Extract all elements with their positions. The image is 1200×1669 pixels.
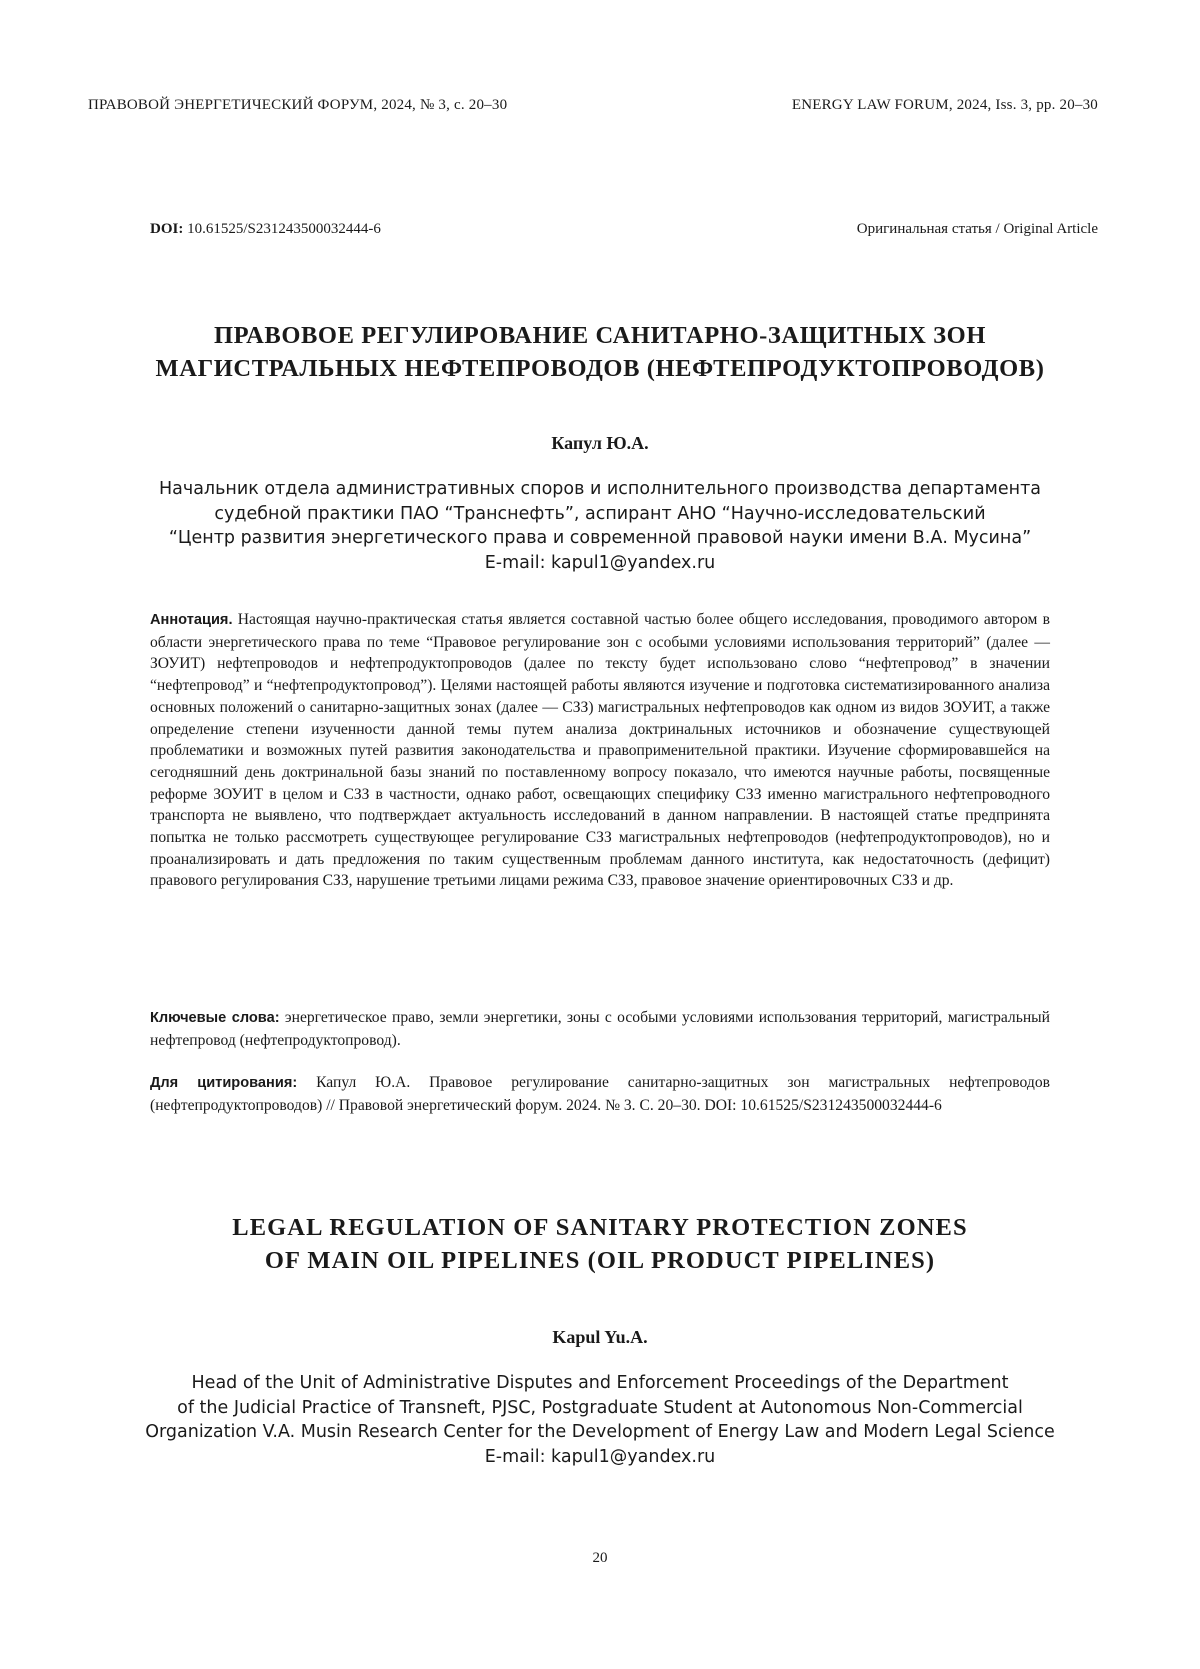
doi-value[interactable]: 10.61525/S231243500032444-6 [187, 221, 381, 237]
affiliation-ru-line: “Центр развития энергетического права и современной правовой науки имени В.А. Мусина” [168, 528, 1032, 548]
author-ru: Капул Ю.А. [551, 433, 649, 453]
title-ru-line: МАГИСТРАЛЬНЫХ НЕФТЕПРОВОДОВ (НЕФТЕПРОДУКТОПРОВОДОВ) [155, 355, 1045, 382]
title-ru-line: ПРАВОВОЕ РЕГУЛИРОВАНИЕ САНИТАРНО-ЗАЩИТНЫХ ЗОН [214, 322, 986, 349]
article-type: Оригинальная статья / Original Article [856, 221, 1098, 237]
citation-label: Для цитирования: [150, 1075, 298, 1091]
keywords-label: Ключевые слова: [150, 1010, 280, 1026]
affiliation-en-line: of the Judicial Practice of Transneft, PJSC, Postgraduate Student at Autonomous Non-Commercial [177, 1397, 1023, 1418]
affiliation-en [110, 1371, 1090, 1469]
title-en-line: LEGAL REGULATION OF SANITARY PROTECTION ZONES [232, 1214, 968, 1241]
abstract-label: Аннотация. [150, 612, 233, 628]
affiliation-ru-line: Начальник отдела административных споров и исполнительного производства департамента [158, 479, 1042, 499]
affiliation-en-line: Head of the Unit of Administrative Disputes and Enforcement Proceedings of the Department [191, 1373, 1009, 1393]
abstract [150, 609, 1050, 892]
title-ru [60, 319, 1140, 385]
citation-text: Капул Ю.А. Правовое регулирование санитарно-защитных зон магистральных нефтепроводов (нефтепродуктопроводов) // Правовой энергетический форум. 2024. № 3. С. 20–30. DOI: 10.61525/S231243500032444-6 [150, 1074, 1050, 1114]
page-number: 20 [592, 1550, 608, 1566]
email-en[interactable]: E-mail: kapul1@yandex.ru [484, 1446, 716, 1467]
citation [150, 1072, 1050, 1116]
author-en: Kapul Yu.A. [552, 1327, 648, 1347]
affiliation-ru [110, 477, 1090, 575]
affiliation-ru-line: судебной практики ПАО “Транснефть”, аспирант АНО “Научно-исследовательский [214, 503, 986, 524]
title-en [60, 1211, 1140, 1277]
title-en-line: OF MAIN OIL PIPELINES (OIL PRODUCT PIPELINES) [264, 1247, 936, 1274]
doi-line [150, 221, 381, 238]
affiliation-en-line: Organization V.A. Musin Research Center for the Development of Energy Law and Modern Legal Science [145, 1422, 1055, 1442]
email-ru[interactable]: E-mail: kapul1@yandex.ru [484, 552, 716, 573]
doi-label: DOI: [150, 221, 184, 237]
running-head-en: ENERGY LAW FORUM, 2024, Iss. 3, pp. 20–30 [791, 97, 1098, 113]
abstract-text: Настоящая научно-практическая статья является составной частью более общего исследования, проводимого автором в области энергетического права по теме “Правовое регулирование зон с особыми условиями использования территорий” (далее — ЗОУИТ) нефтепроводов и нефтепродуктопроводов (далее по тексту будет использовано слово “нефтепровод” в значении “нефтепровод” и “нефтепродуктопровод”). Целями настоящей работы являются изучение и подготовка систематизированного анализа основных положений о санитарно-защитных зонах (далее — СЗЗ) магистральных нефтепроводов как одном из видов ЗОУИТ, а также определение степени изученности данной темы путем анализа доктринальных источников и обозначение существующей проблематики и возможных путей развития законодательства и правоприменительной практики. Изучение сформировавшейся на сегодняшний день доктринальной базы знаний по поставленному вопросу показало, что имеются научные работы, посвященные реформе ЗОУИТ в целом и СЗЗ в частности, однако работ, освещающих специфику СЗЗ именно магистрального нефтепроводного транспорта не выявлено, что подтверждает актуальность исследований в данном направлении. В настоящей статье предпринята попытка не только рассмотреть существующее регулирование СЗЗ магистральных нефтепроводов (нефтепродуктопроводов), но и проанализировать и дать предложения по таким существенным проблемам данного института, как недостаточность (дефицит) правового регулирования СЗЗ, нарушение третьими лицами режима СЗЗ, правовое значение ориентировочных СЗЗ и др. [150, 611, 1050, 890]
running-head-ru: ПРАВОВОЙ ЭНЕРГЕТИЧЕСКИЙ ФОРУМ, 2024, № 3, с. 20–30 [88, 97, 508, 113]
keywords [150, 1007, 1050, 1051]
keywords-text: энергетическое право, земли энергетики, зоны с особыми условиями использования территорий, магистральный нефтепровод (нефтепродуктопровод). [150, 1009, 1050, 1049]
